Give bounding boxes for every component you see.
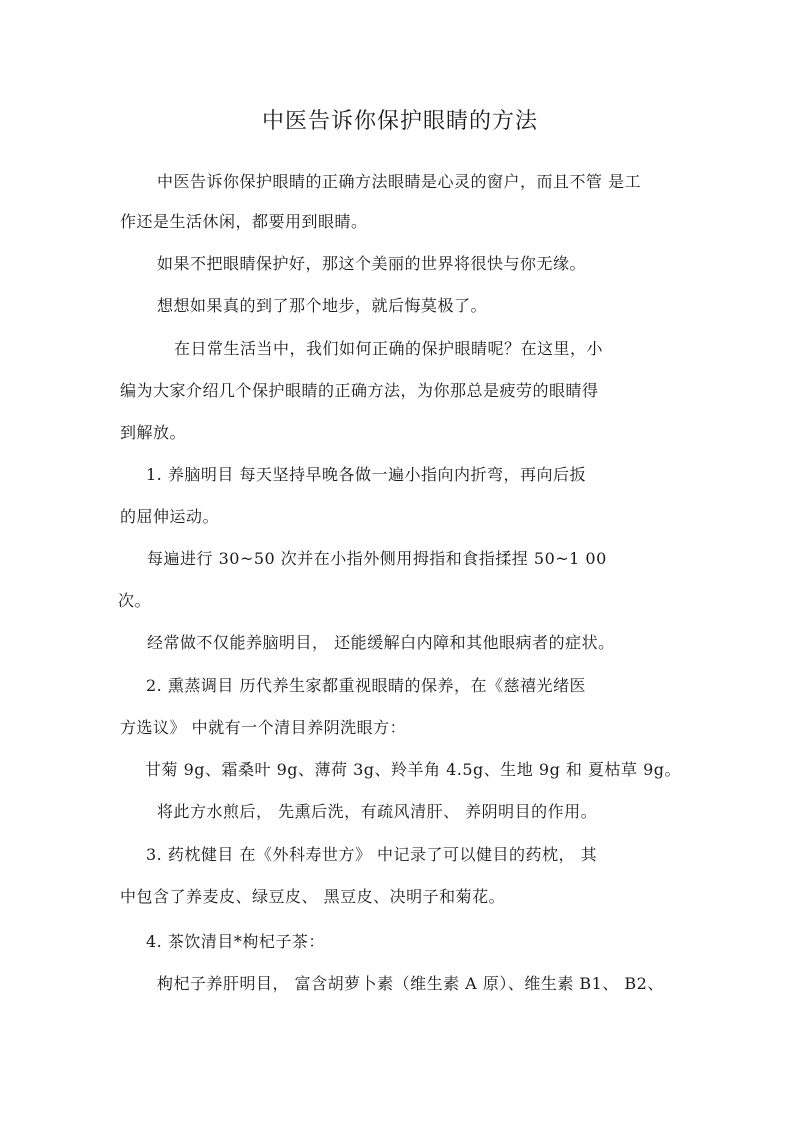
paragraph-line: 每遍进行 30~50 次并在小指外侧用拇指和食指揉捏 50~1 00	[147, 549, 607, 568]
paragraph-line: 到解放。	[120, 423, 187, 442]
paragraph-line: 经常做不仅能养脑明目， 还能缓解白内障和其他眼病者的症状。	[147, 633, 615, 652]
paragraph-line: 方选议》 中就有一个清目养阴洗眼方：	[120, 718, 407, 737]
paragraph-line: 编为大家介绍几个保护眼睛的正确方法，为你那总是疲劳的眼睛得	[120, 381, 599, 400]
paragraph-line: 次。	[118, 591, 152, 610]
paragraph-line: 甘菊 9g、霜桑叶 9g、薄荷 3g、羚羊角 4.5g、生地 9g 和 夏枯草 9g。	[145, 760, 681, 779]
numbered-item-line: 4. 茶饮清目*枸杞子茶：	[146, 932, 325, 951]
paragraph-line: 的屈伸运动。	[120, 507, 220, 526]
paragraph-line: 在日常生活当中，我们如何正确的保护眼睛呢？在这里，小	[174, 339, 604, 358]
paragraph-line: 将此方水煎后， 先熏后洗，有疏风清肝、 养阴明目的作用。	[157, 802, 598, 821]
paragraph-line: 中医告诉你保护眼睛的正确方法眼睛是心灵的窗户，而且不管 是工	[157, 172, 642, 191]
numbered-item-line: 3. 药枕健目 在《外科寿世方》 中记录了可以健目的药枕， 其	[146, 845, 598, 864]
paragraph-line: 如果不把眼睛保护好，那这个美丽的世界将很快与你无缘。	[157, 254, 587, 273]
numbered-item-line: 1. 养脑明目 每天坚持早晚各做一遍小指向内折弯，再向后扳	[146, 465, 586, 484]
document-title: 中医告诉你保护眼睛的方法	[261, 109, 538, 134]
paragraph-line: 中包含了养麦皮、绿豆皮、 黑豆皮、决明子和菊花。	[120, 887, 506, 906]
paragraph-line: 想想如果真的到了那个地步，就后悔莫极了。	[157, 296, 488, 315]
numbered-item-line: 2. 熏蒸调目 历代养生家都重视眼睛的保养，在《慈禧光绪医	[146, 676, 586, 695]
paragraph-line: 作还是生活休闲，都要用到眼睛。	[120, 212, 368, 231]
paragraph-line: 枸杞子养肝明目， 富含胡萝卜素（维生素 A 原）、维生素 B1、 B2、	[157, 974, 664, 993]
